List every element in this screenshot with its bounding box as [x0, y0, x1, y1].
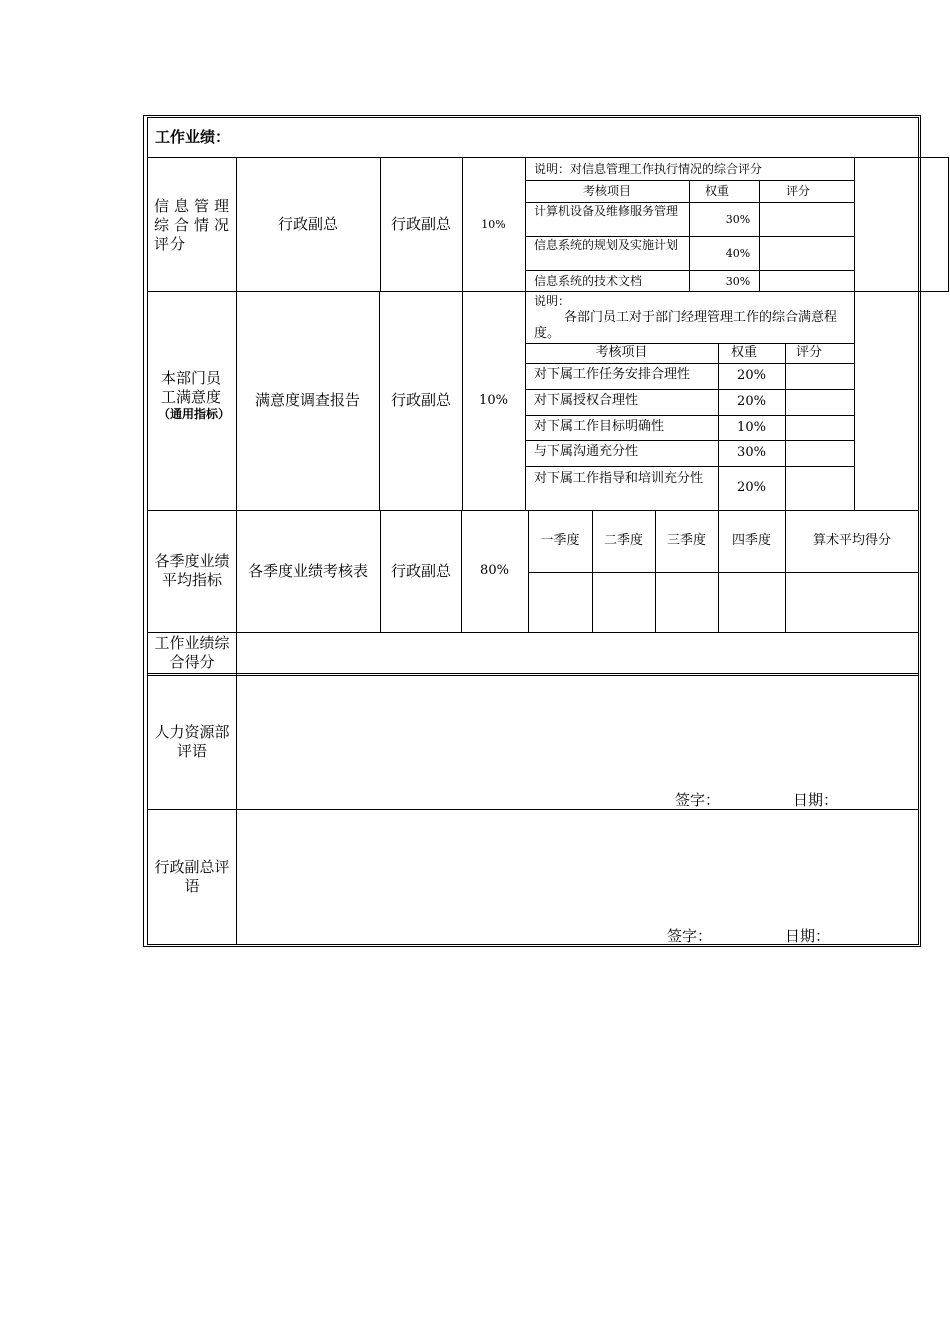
- info-item-weight: 30%: [725, 212, 751, 226]
- quarterly-rater: 行政副总: [390, 561, 451, 580]
- info-head-weight: 权重: [704, 184, 729, 198]
- satisfaction-item-weight: 20%: [737, 394, 766, 409]
- quarterly-source: 各季度业绩考核表: [247, 561, 368, 580]
- satisfaction-item-name: 对下属工作任务安排合理性: [534, 367, 691, 382]
- satisfaction-item-name: 对下属授权合理性: [534, 393, 639, 408]
- satisfaction-head-score: 评分: [795, 345, 822, 360]
- quarterly-name: 各季度业绩平均指标: [154, 552, 230, 589]
- hr-sign-label: 签字：: [675, 791, 721, 809]
- quarterly-weight: 80%: [480, 563, 509, 578]
- satisfaction-source: 满意度调查报告: [254, 391, 360, 409]
- row-divider: [147, 673, 919, 674]
- info-head-item: 考核项目: [582, 184, 631, 198]
- satisfaction-item-name: 与下属沟通充分性: [534, 444, 639, 459]
- satisfaction-item-weight: 30%: [737, 445, 766, 460]
- vp-sign-label: 签字：: [667, 927, 713, 945]
- row-divider: [147, 675, 919, 676]
- info-item-name: 信息系统的规划及实施计划: [534, 238, 679, 252]
- quarter-header: 三季度: [666, 533, 706, 548]
- info-item-name: 信息系统的技术文档: [534, 274, 643, 288]
- satisfaction-rater: 行政副总: [390, 391, 451, 409]
- vp-comment-label: 行政副总评语: [154, 858, 230, 895]
- satisfaction-name: 本部门员工满意度: [160, 369, 221, 406]
- hr-date-label: 日期：: [793, 791, 839, 809]
- row-divider: [147, 632, 919, 633]
- satisfaction-weight: 10%: [479, 392, 508, 408]
- satisfaction-item-weight: 20%: [737, 480, 766, 495]
- quarter-header: 四季度: [731, 533, 771, 548]
- satisfaction-desc-text: 各部门员工对于部门经理管理工作的综合满意程度。: [534, 310, 838, 341]
- satisfaction-item-name: 对下属工作目标明确性: [534, 419, 665, 434]
- info-head-score: 评分: [785, 184, 810, 198]
- satisfaction-item-weight: 20%: [737, 368, 766, 383]
- info-item-name: 计算机设备及维修服务管理: [534, 204, 679, 218]
- satisfaction-head-weight: 权重: [730, 345, 757, 360]
- vp-date-label: 日期：: [785, 927, 831, 945]
- info-desc: 说明：对信息管理工作执行情况的综合评分: [534, 162, 763, 176]
- info-source: 行政副总: [277, 214, 338, 233]
- info-name: 信息管理综合情况评分: [154, 197, 230, 253]
- section-title: 工作业绩：: [155, 128, 231, 146]
- satisfaction-head-item: 考核项目: [595, 345, 648, 360]
- quarter-header: 一季度: [540, 533, 580, 548]
- satisfaction-item-name: 对下属工作指导和培训充分性: [534, 471, 704, 486]
- info-item-weight: 30%: [725, 274, 751, 288]
- satisfaction-item-weight: 10%: [737, 419, 766, 435]
- hr-comment-label: 人力资源部评语: [154, 723, 230, 760]
- average-score-header: 算术平均得分: [812, 533, 891, 548]
- info-rater: 行政副总: [390, 214, 451, 233]
- info-weight: 10%: [481, 217, 506, 231]
- quarter-header: 二季度: [603, 533, 643, 548]
- total-name: 工作业绩综合得分: [154, 634, 230, 671]
- info-item-weight: 40%: [725, 246, 751, 260]
- satisfaction-tag: （通用指标）: [158, 407, 231, 421]
- satisfaction-desc-label: 说明：: [534, 294, 571, 308]
